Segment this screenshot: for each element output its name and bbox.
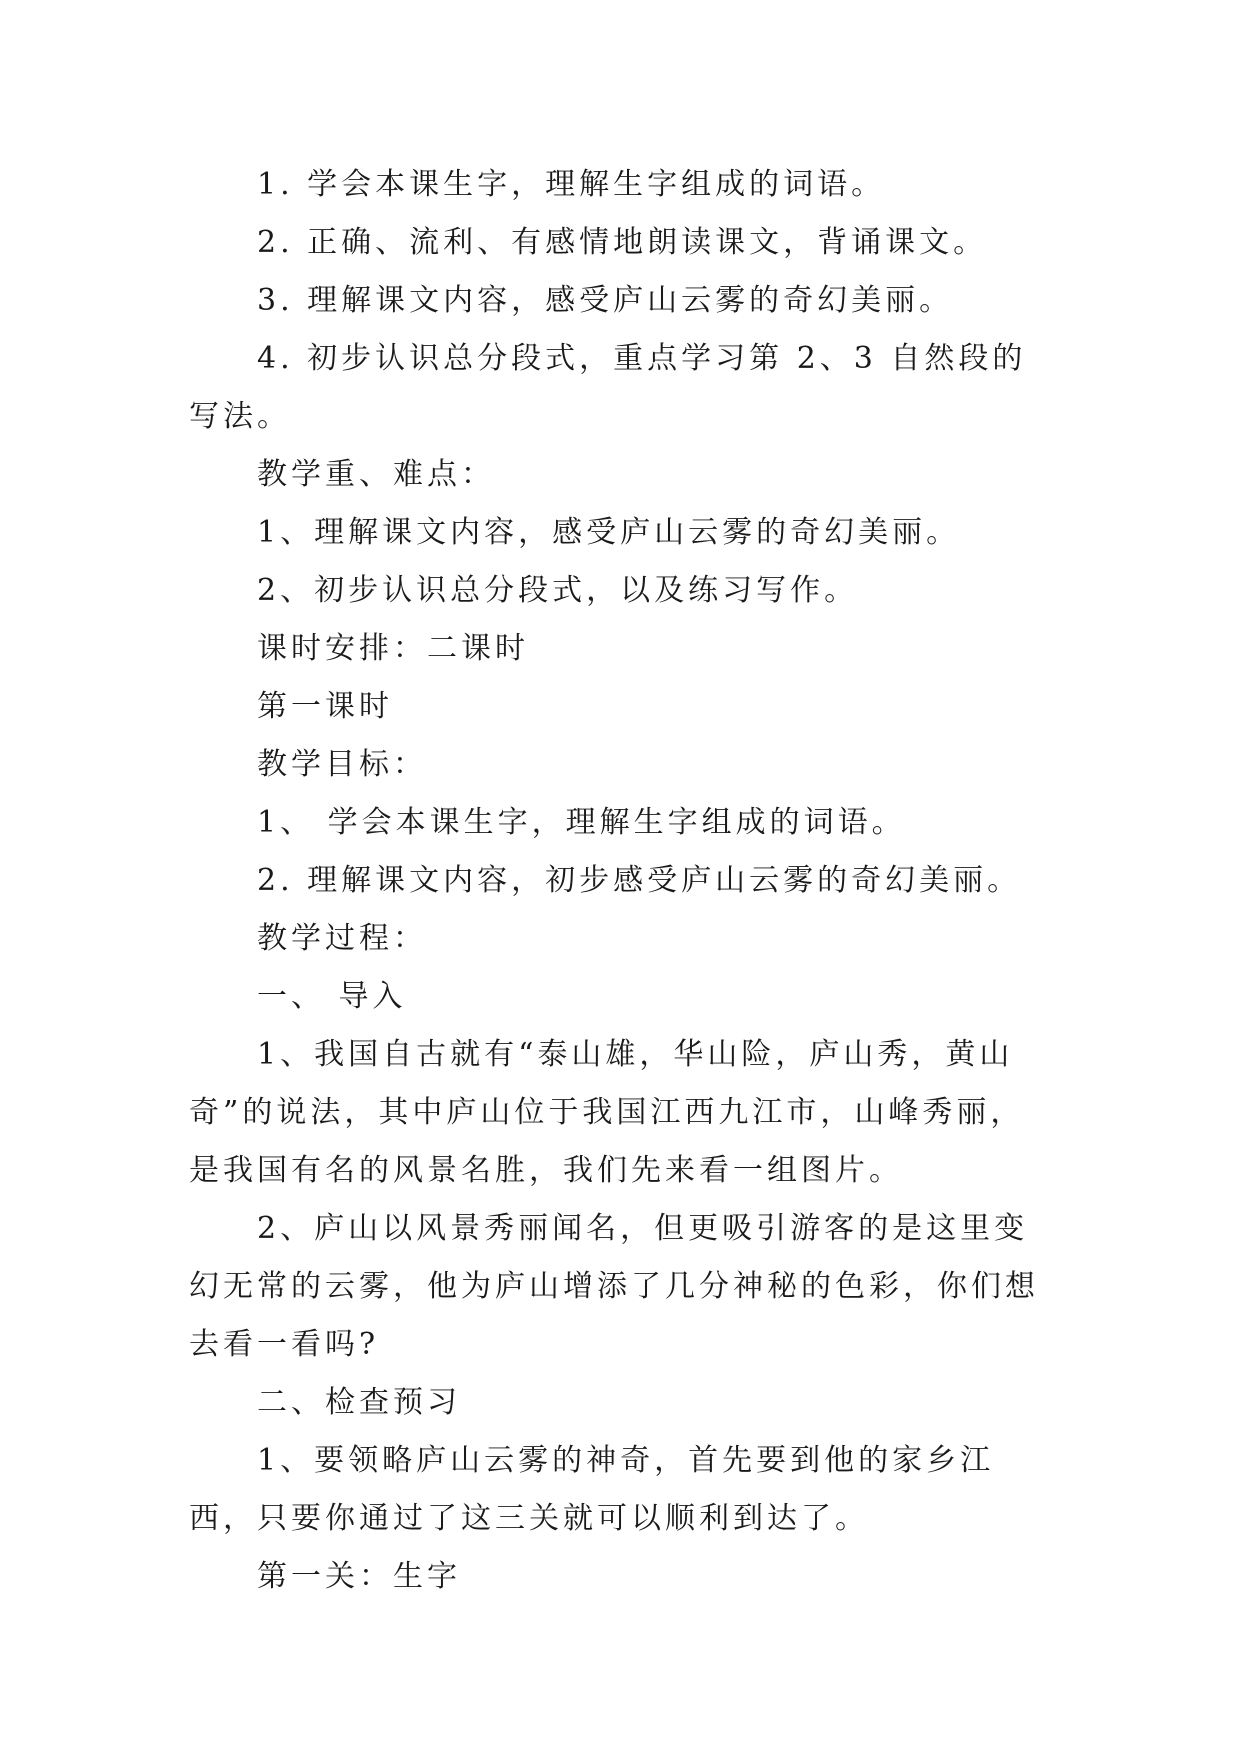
goal-2: 2. 理解课文内容，初步感受庐山云雾的奇幻美丽。	[257, 863, 1022, 898]
lesson-heading: 第一课时	[257, 689, 393, 724]
process-heading: 教学过程：	[257, 921, 427, 956]
objective-4: 4. 初步认识总分段式，重点学习第 2、3 自然段的写法。	[189, 341, 1027, 434]
preview-paragraph-1: 1、要领略庐山云雾的神奇，首先要到他的家乡江西，只要你通过了这三关就可以顺利到达了。	[189, 1443, 995, 1536]
goals-heading: 教学目标：	[257, 747, 427, 782]
key-point-1: 1、理解课文内容，感受庐山云雾的奇幻美丽。	[257, 515, 961, 550]
section-intro-heading: 一、 导入	[257, 979, 407, 1014]
objective-1: 1. 学会本课生字，理解生字组成的词语。	[257, 167, 886, 202]
objective-3: 3. 理解课文内容，感受庐山云雾的奇幻美丽。	[257, 283, 954, 318]
intro-paragraph-2: 2、庐山以风景秀丽闻名，但更吸引游客的是这里变幻无常的云雾，他为庐山增添了几分神秘的色彩，你们想去看一看吗?	[189, 1211, 1039, 1362]
section-preview-heading: 二、检查预习	[257, 1385, 461, 1420]
intro-paragraph-1: 1、我国自古就有“泰山雄，华山险，庐山秀，黄山奇”的说法，其中庐山位于我国江西九江市，山峰秀丽，是我国有名的风景名胜，我们先来看一组图片。	[189, 1037, 1025, 1188]
goal-1: 1、 学会本课生字，理解生字组成的词语。	[257, 805, 906, 840]
schedule: 课时安排：二课时	[257, 631, 529, 666]
document-body	[189, 156, 1055, 1606]
level-one-heading: 第一关：生字	[257, 1559, 461, 1594]
objective-2: 2. 正确、流利、有感情地朗读课文，背诵课文。	[257, 225, 988, 260]
key-point-2: 2、初步认识总分段式，以及练习写作。	[257, 573, 859, 608]
key-points-heading: 教学重、难点：	[257, 457, 495, 492]
